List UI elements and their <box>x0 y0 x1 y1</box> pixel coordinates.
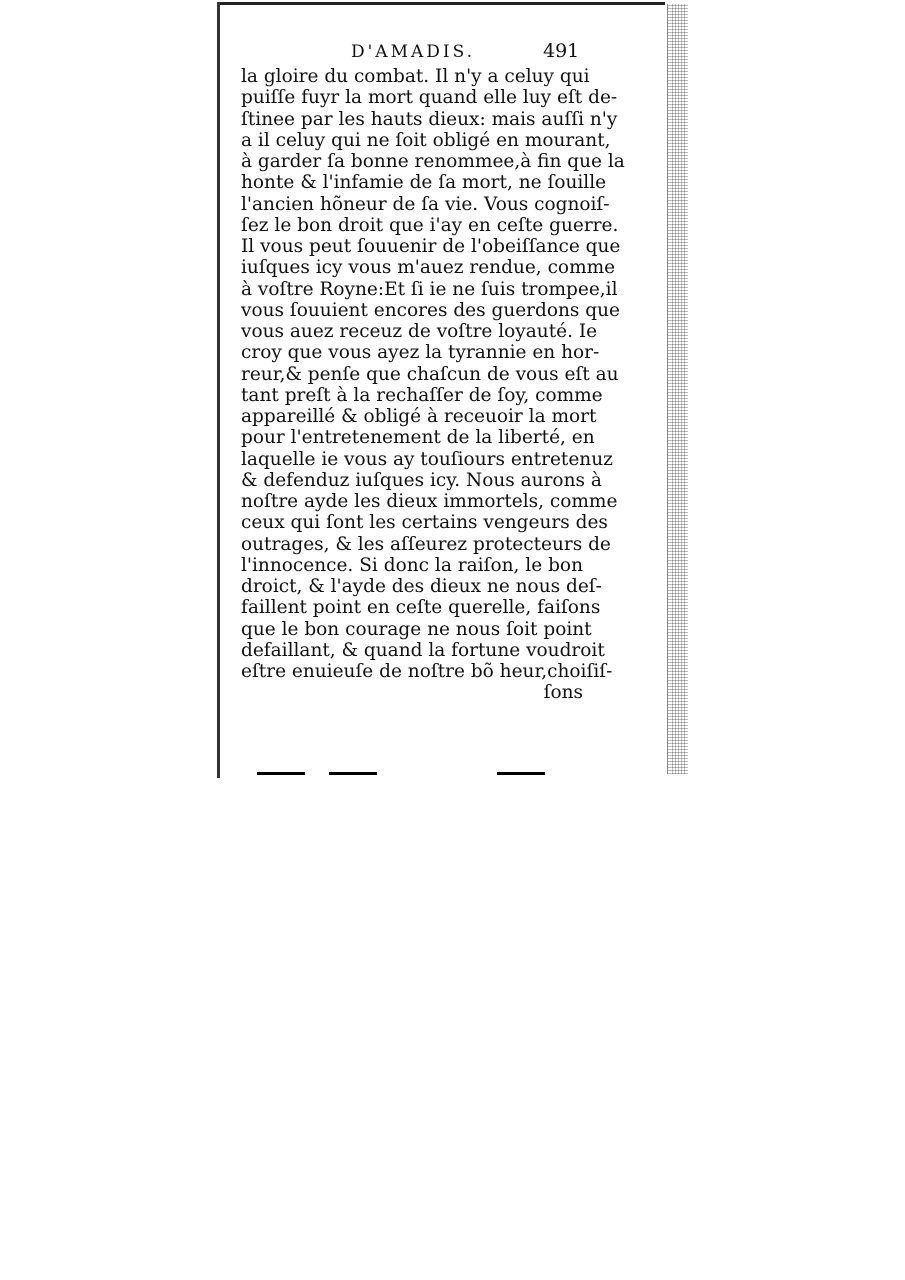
text-line: reur,& penſe que chaſcun de vous eſt au <box>241 363 619 385</box>
text-line: ſtinee par les hauts dieux: mais auſſi n'y <box>241 108 618 130</box>
text-line: que le bon courage ne nous ſoit point <box>241 618 592 640</box>
page-bottom-edge <box>257 772 657 775</box>
text-line: ſez le bon droit que i'ay en ceſte guerre. <box>241 214 619 236</box>
text-line: a il celuy qui ne ſoit obligé en mourant, <box>241 129 611 151</box>
running-title: D'AMADIS. <box>351 42 476 62</box>
text-line: Il vous peut ſouuenir de l'obeiſſance que <box>241 236 621 257</box>
page-top-edge <box>217 2 665 5</box>
text-line: vous auez receuz de voſtre loyauté. Ie <box>241 321 598 342</box>
page-left-edge <box>217 2 220 778</box>
page-number: 491 <box>543 40 580 62</box>
text-line: ceux qui ſont les certains vengeurs des <box>241 512 608 534</box>
text-line: eſtre enuieuſe de noſtre bõ heur,choiſiſ- <box>241 661 613 682</box>
text-line: l'ancien hõneur de ſa vie. Vous cognoiſ- <box>241 193 610 215</box>
catchword: ſons <box>543 682 583 704</box>
book-page <box>217 2 687 778</box>
text-line: l'innocence. Si donc la raiſon, le bon <box>241 554 583 576</box>
page-fore-edge <box>667 4 688 774</box>
text-line: & defenduz iuſques icy. Nous aurons à <box>241 469 602 491</box>
text-line: laquelle ie vous ay touſiours entretenuz <box>241 448 613 470</box>
text-line: iuſques icy vous m'auez rendue, comme <box>241 257 616 279</box>
body-text <box>241 66 625 704</box>
text-line: puiſſe fuyr la mort quand elle luy eſt de- <box>241 87 618 109</box>
text-line: pour l'entretenement de la liberté, en <box>241 427 595 449</box>
text-line: tant preſt à la rechaſſer de ſoy, comme <box>241 384 603 406</box>
text-line: la gloire du combat. Il n'y a celuy qui <box>241 66 590 87</box>
text-line: appareillé & obligé à receuoir la mort <box>241 406 597 427</box>
text-line: defaillant, & quand la fortune voudroit <box>241 639 605 661</box>
text-line: à garder ſa bonne renommee,à fin que la <box>241 151 625 172</box>
text-line: droict, & l'ayde des dieux ne nous deſ- <box>241 576 602 597</box>
text-line: noſtre ayde les dieux immortels, comme <box>241 491 618 512</box>
text-line: faillent point en ceſte querelle, faiſons <box>241 597 601 619</box>
text-line: vous ſouuient encores des guerdons que <box>241 299 621 321</box>
text-line: honte & l'infamie de ſa mort, ne ſouille <box>241 172 607 194</box>
text-line: croy que vous ayez la tyrannie en hor- <box>241 342 600 364</box>
text-line: outrages, & les aſſeurez protecteurs de <box>241 533 611 555</box>
text-line: à voſtre Royne:Et ſi ie ne ſuis trompee,il <box>241 278 618 300</box>
